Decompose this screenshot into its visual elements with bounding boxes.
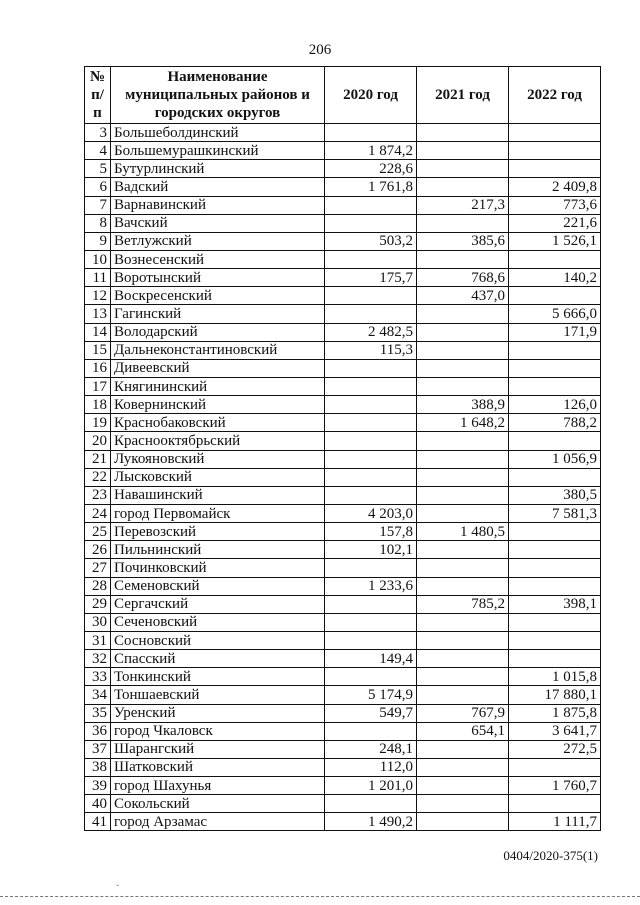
table-row xyxy=(85,613,601,631)
value-2022-cell: 2 409,8 xyxy=(509,178,601,196)
table-row xyxy=(85,250,601,268)
row-number-cell: 8 xyxy=(85,214,111,232)
value-2021-cell xyxy=(417,377,509,395)
district-name-cell: Навашинский xyxy=(111,486,325,504)
table-row xyxy=(85,232,601,250)
value-2022-cell: 140,2 xyxy=(509,269,601,287)
value-2020-cell xyxy=(325,196,417,214)
row-number-cell: 4 xyxy=(85,142,111,160)
value-2022-cell: 126,0 xyxy=(509,396,601,414)
table-row xyxy=(85,178,601,196)
district-name-cell: Лысковский xyxy=(111,468,325,486)
table-row xyxy=(85,504,601,522)
value-2020-cell xyxy=(325,214,417,232)
value-2020-cell: 112,0 xyxy=(325,758,417,776)
table-row xyxy=(85,740,601,758)
row-number-cell: 41 xyxy=(85,813,111,831)
value-2020-cell xyxy=(325,722,417,740)
table-row xyxy=(85,704,601,722)
value-2021-cell xyxy=(417,142,509,160)
district-name-cell: Краснобаковский xyxy=(111,414,325,432)
value-2022-cell: 272,5 xyxy=(509,740,601,758)
value-2020-cell xyxy=(325,396,417,414)
district-name-cell: Воротынский xyxy=(111,269,325,287)
value-2021-cell: 217,3 xyxy=(417,196,509,214)
value-2022-cell: 7 581,3 xyxy=(509,504,601,522)
value-2022-cell xyxy=(509,559,601,577)
district-name-cell: Бутурлинский xyxy=(111,160,325,178)
value-2021-cell xyxy=(417,777,509,795)
value-2021-cell xyxy=(417,341,509,359)
table-row xyxy=(85,468,601,486)
value-2022-cell xyxy=(509,613,601,631)
row-number-cell: 13 xyxy=(85,305,111,323)
table-row xyxy=(85,523,601,541)
table-row xyxy=(85,160,601,178)
table-row xyxy=(85,541,601,559)
table-row xyxy=(85,269,601,287)
value-2021-cell xyxy=(417,468,509,486)
row-number-cell: 28 xyxy=(85,577,111,595)
value-2022-cell xyxy=(509,377,601,395)
row-number-cell: 18 xyxy=(85,396,111,414)
scan-mark: ˇ xyxy=(116,884,120,895)
value-2020-cell: 1 233,6 xyxy=(325,577,417,595)
table-row xyxy=(85,305,601,323)
district-name-cell: Лукояновский xyxy=(111,450,325,468)
row-number-cell: 22 xyxy=(85,468,111,486)
row-number-cell: 15 xyxy=(85,341,111,359)
district-name-cell: Сосновский xyxy=(111,631,325,649)
value-2021-cell xyxy=(417,668,509,686)
value-2020-cell xyxy=(325,377,417,395)
value-2021-cell xyxy=(417,250,509,268)
value-2022-cell xyxy=(509,468,601,486)
table-row xyxy=(85,214,601,232)
bottom-divider xyxy=(0,896,640,897)
value-2021-cell: 385,6 xyxy=(417,232,509,250)
table-row xyxy=(85,432,601,450)
value-2021-cell xyxy=(417,559,509,577)
value-2020-cell xyxy=(325,250,417,268)
row-number-cell: 23 xyxy=(85,486,111,504)
district-name-cell: Шатковский xyxy=(111,758,325,776)
value-2020-cell xyxy=(325,795,417,813)
value-2021-cell: 1 480,5 xyxy=(417,523,509,541)
row-number-cell: 17 xyxy=(85,377,111,395)
value-2022-cell xyxy=(509,523,601,541)
table-body xyxy=(85,124,601,831)
table-row xyxy=(85,758,601,776)
row-number-cell: 7 xyxy=(85,196,111,214)
district-name-cell: город Шахунья xyxy=(111,777,325,795)
district-name-cell: Володарский xyxy=(111,323,325,341)
district-name-cell: город Арзамас xyxy=(111,813,325,831)
value-2022-cell xyxy=(509,758,601,776)
value-2020-cell: 175,7 xyxy=(325,269,417,287)
value-2021-cell xyxy=(417,323,509,341)
row-number-cell: 25 xyxy=(85,523,111,541)
value-2020-cell xyxy=(325,468,417,486)
district-name-cell: Вознесенский xyxy=(111,250,325,268)
district-name-cell: Дивеевский xyxy=(111,359,325,377)
value-2022-cell xyxy=(509,124,601,142)
value-2022-cell xyxy=(509,541,601,559)
table-row xyxy=(85,323,601,341)
row-number-cell: 36 xyxy=(85,722,111,740)
value-2022-cell: 1 056,9 xyxy=(509,450,601,468)
value-2022-cell xyxy=(509,250,601,268)
value-2020-cell: 157,8 xyxy=(325,523,417,541)
district-name-cell: город Чкаловск xyxy=(111,722,325,740)
value-2021-cell xyxy=(417,432,509,450)
row-number-cell: 35 xyxy=(85,704,111,722)
row-number-cell: 33 xyxy=(85,668,111,686)
value-2022-cell: 221,6 xyxy=(509,214,601,232)
table-row xyxy=(85,196,601,214)
value-2021-cell xyxy=(417,758,509,776)
value-2020-cell: 549,7 xyxy=(325,704,417,722)
district-name-cell: Варнавинский xyxy=(111,196,325,214)
value-2020-cell: 5 174,9 xyxy=(325,686,417,704)
value-2020-cell: 2 482,5 xyxy=(325,323,417,341)
table-row xyxy=(85,631,601,649)
value-2021-cell xyxy=(417,178,509,196)
row-number-cell: 12 xyxy=(85,287,111,305)
row-number-cell: 21 xyxy=(85,450,111,468)
table-row xyxy=(85,668,601,686)
value-2022-cell: 1 760,7 xyxy=(509,777,601,795)
header-year-2021: 2021 год xyxy=(417,67,509,124)
table-row xyxy=(85,813,601,831)
row-number-cell: 34 xyxy=(85,686,111,704)
row-number-cell: 9 xyxy=(85,232,111,250)
district-name-cell: Семеновский xyxy=(111,577,325,595)
value-2020-cell xyxy=(325,432,417,450)
row-number-cell: 6 xyxy=(85,178,111,196)
value-2020-cell: 4 203,0 xyxy=(325,504,417,522)
district-name-cell: Ветлужский xyxy=(111,232,325,250)
value-2021-cell xyxy=(417,450,509,468)
value-2020-cell xyxy=(325,595,417,613)
row-number-cell: 10 xyxy=(85,250,111,268)
district-name-cell: город Первомайск xyxy=(111,504,325,522)
table-row xyxy=(85,414,601,432)
row-number-cell: 39 xyxy=(85,777,111,795)
value-2022-cell xyxy=(509,359,601,377)
table-row xyxy=(85,142,601,160)
value-2021-cell: 654,1 xyxy=(417,722,509,740)
row-number-cell: 40 xyxy=(85,795,111,813)
header-year-2020: 2020 год xyxy=(325,67,417,124)
value-2020-cell xyxy=(325,414,417,432)
district-name-cell: Спасский xyxy=(111,650,325,668)
district-name-cell: Сергачский xyxy=(111,595,325,613)
value-2022-cell: 1 111,7 xyxy=(509,813,601,831)
table-row xyxy=(85,722,601,740)
row-number-cell: 27 xyxy=(85,559,111,577)
value-2020-cell: 1 201,0 xyxy=(325,777,417,795)
table-row xyxy=(85,486,601,504)
value-2022-cell: 398,1 xyxy=(509,595,601,613)
table-row xyxy=(85,359,601,377)
value-2022-cell: 1 526,1 xyxy=(509,232,601,250)
value-2021-cell: 767,9 xyxy=(417,704,509,722)
table-row xyxy=(85,396,601,414)
district-name-cell: Шарангский xyxy=(111,740,325,758)
value-2021-cell xyxy=(417,740,509,758)
value-2020-cell xyxy=(325,287,417,305)
table-row xyxy=(85,595,601,613)
row-number-cell: 38 xyxy=(85,758,111,776)
value-2021-cell: 437,0 xyxy=(417,287,509,305)
table-row xyxy=(85,450,601,468)
value-2022-cell xyxy=(509,142,601,160)
value-2022-cell xyxy=(509,795,601,813)
row-number-cell: 31 xyxy=(85,631,111,649)
value-2021-cell xyxy=(417,613,509,631)
value-2022-cell: 773,6 xyxy=(509,196,601,214)
page-number: 206 xyxy=(308,42,332,58)
table-row xyxy=(85,124,601,142)
table-row xyxy=(85,650,601,668)
funding-table xyxy=(84,66,601,831)
row-number-cell: 20 xyxy=(85,432,111,450)
row-number-cell: 32 xyxy=(85,650,111,668)
value-2021-cell xyxy=(417,214,509,232)
value-2020-cell xyxy=(325,305,417,323)
value-2022-cell: 17 880,1 xyxy=(509,686,601,704)
value-2022-cell xyxy=(509,287,601,305)
value-2021-cell xyxy=(417,541,509,559)
value-2022-cell: 5 666,0 xyxy=(509,305,601,323)
value-2021-cell xyxy=(417,359,509,377)
table-row xyxy=(85,377,601,395)
value-2022-cell: 1 875,8 xyxy=(509,704,601,722)
value-2020-cell xyxy=(325,613,417,631)
value-2020-cell: 1 874,2 xyxy=(325,142,417,160)
value-2022-cell xyxy=(509,631,601,649)
table-row xyxy=(85,287,601,305)
row-number-cell: 26 xyxy=(85,541,111,559)
row-number-cell: 14 xyxy=(85,323,111,341)
district-name-cell: Большемурашкинский xyxy=(111,142,325,160)
value-2021-cell: 785,2 xyxy=(417,595,509,613)
row-number-cell: 5 xyxy=(85,160,111,178)
value-2020-cell: 149,4 xyxy=(325,650,417,668)
header-number: № п/п xyxy=(85,67,111,124)
district-name-cell: Сокольский xyxy=(111,795,325,813)
value-2020-cell: 248,1 xyxy=(325,740,417,758)
table-row xyxy=(85,777,601,795)
table-row xyxy=(85,341,601,359)
district-name-cell: Гагинский xyxy=(111,305,325,323)
table-row xyxy=(85,577,601,595)
district-name-cell: Краснооктябрьский xyxy=(111,432,325,450)
row-number-cell: 24 xyxy=(85,504,111,522)
value-2021-cell xyxy=(417,577,509,595)
row-number-cell: 11 xyxy=(85,269,111,287)
value-2020-cell xyxy=(325,668,417,686)
value-2021-cell: 388,9 xyxy=(417,396,509,414)
district-name-cell: Пильнинский xyxy=(111,541,325,559)
district-name-cell: Вадский xyxy=(111,178,325,196)
value-2022-cell xyxy=(509,577,601,595)
row-number-cell: 16 xyxy=(85,359,111,377)
value-2021-cell xyxy=(417,650,509,668)
district-name-cell: Воскресенский xyxy=(111,287,325,305)
value-2020-cell: 102,1 xyxy=(325,541,417,559)
district-name-cell: Перевозский xyxy=(111,523,325,541)
value-2020-cell xyxy=(325,450,417,468)
value-2021-cell xyxy=(417,486,509,504)
value-2022-cell xyxy=(509,341,601,359)
value-2020-cell: 228,6 xyxy=(325,160,417,178)
value-2020-cell xyxy=(325,359,417,377)
document-code: 0404/2020-375(1) xyxy=(503,848,598,863)
district-name-cell: Сеченовский xyxy=(111,613,325,631)
value-2021-cell xyxy=(417,305,509,323)
value-2022-cell: 1 015,8 xyxy=(509,668,601,686)
row-number-cell: 3 xyxy=(85,124,111,142)
value-2022-cell: 3 641,7 xyxy=(509,722,601,740)
value-2021-cell xyxy=(417,813,509,831)
district-name-cell: Вачский xyxy=(111,214,325,232)
district-name-cell: Большеболдинский xyxy=(111,124,325,142)
value-2022-cell xyxy=(509,432,601,450)
value-2022-cell xyxy=(509,160,601,178)
table-row xyxy=(85,686,601,704)
value-2021-cell xyxy=(417,795,509,813)
value-2021-cell: 768,6 xyxy=(417,269,509,287)
value-2021-cell xyxy=(417,124,509,142)
value-2020-cell xyxy=(325,559,417,577)
value-2020-cell xyxy=(325,631,417,649)
row-number-cell: 19 xyxy=(85,414,111,432)
district-name-cell: Уренский xyxy=(111,704,325,722)
value-2021-cell: 1 648,2 xyxy=(417,414,509,432)
value-2022-cell: 380,5 xyxy=(509,486,601,504)
value-2021-cell xyxy=(417,160,509,178)
row-number-cell: 29 xyxy=(85,595,111,613)
value-2020-cell xyxy=(325,124,417,142)
header-year-2022: 2022 год xyxy=(509,67,601,124)
value-2021-cell xyxy=(417,504,509,522)
row-number-cell: 37 xyxy=(85,740,111,758)
table-row xyxy=(85,795,601,813)
table-row xyxy=(85,559,601,577)
value-2022-cell xyxy=(509,650,601,668)
district-name-cell: Тонкинский xyxy=(111,668,325,686)
value-2020-cell: 1 490,2 xyxy=(325,813,417,831)
value-2022-cell: 171,9 xyxy=(509,323,601,341)
district-name-cell: Починковский xyxy=(111,559,325,577)
value-2020-cell: 503,2 xyxy=(325,232,417,250)
value-2020-cell: 115,3 xyxy=(325,341,417,359)
district-name-cell: Дальнеконстантиновский xyxy=(111,341,325,359)
value-2020-cell: 1 761,8 xyxy=(325,178,417,196)
row-number-cell: 30 xyxy=(85,613,111,631)
value-2021-cell xyxy=(417,686,509,704)
header-district-name: Наименование муниципальных районов и городских округов xyxy=(111,67,325,124)
value-2021-cell xyxy=(417,631,509,649)
district-name-cell: Ковернинский xyxy=(111,396,325,414)
table-header-row xyxy=(85,67,601,124)
value-2022-cell: 788,2 xyxy=(509,414,601,432)
value-2020-cell xyxy=(325,486,417,504)
district-name-cell: Княгининский xyxy=(111,377,325,395)
district-name-cell: Тоншаевский xyxy=(111,686,325,704)
